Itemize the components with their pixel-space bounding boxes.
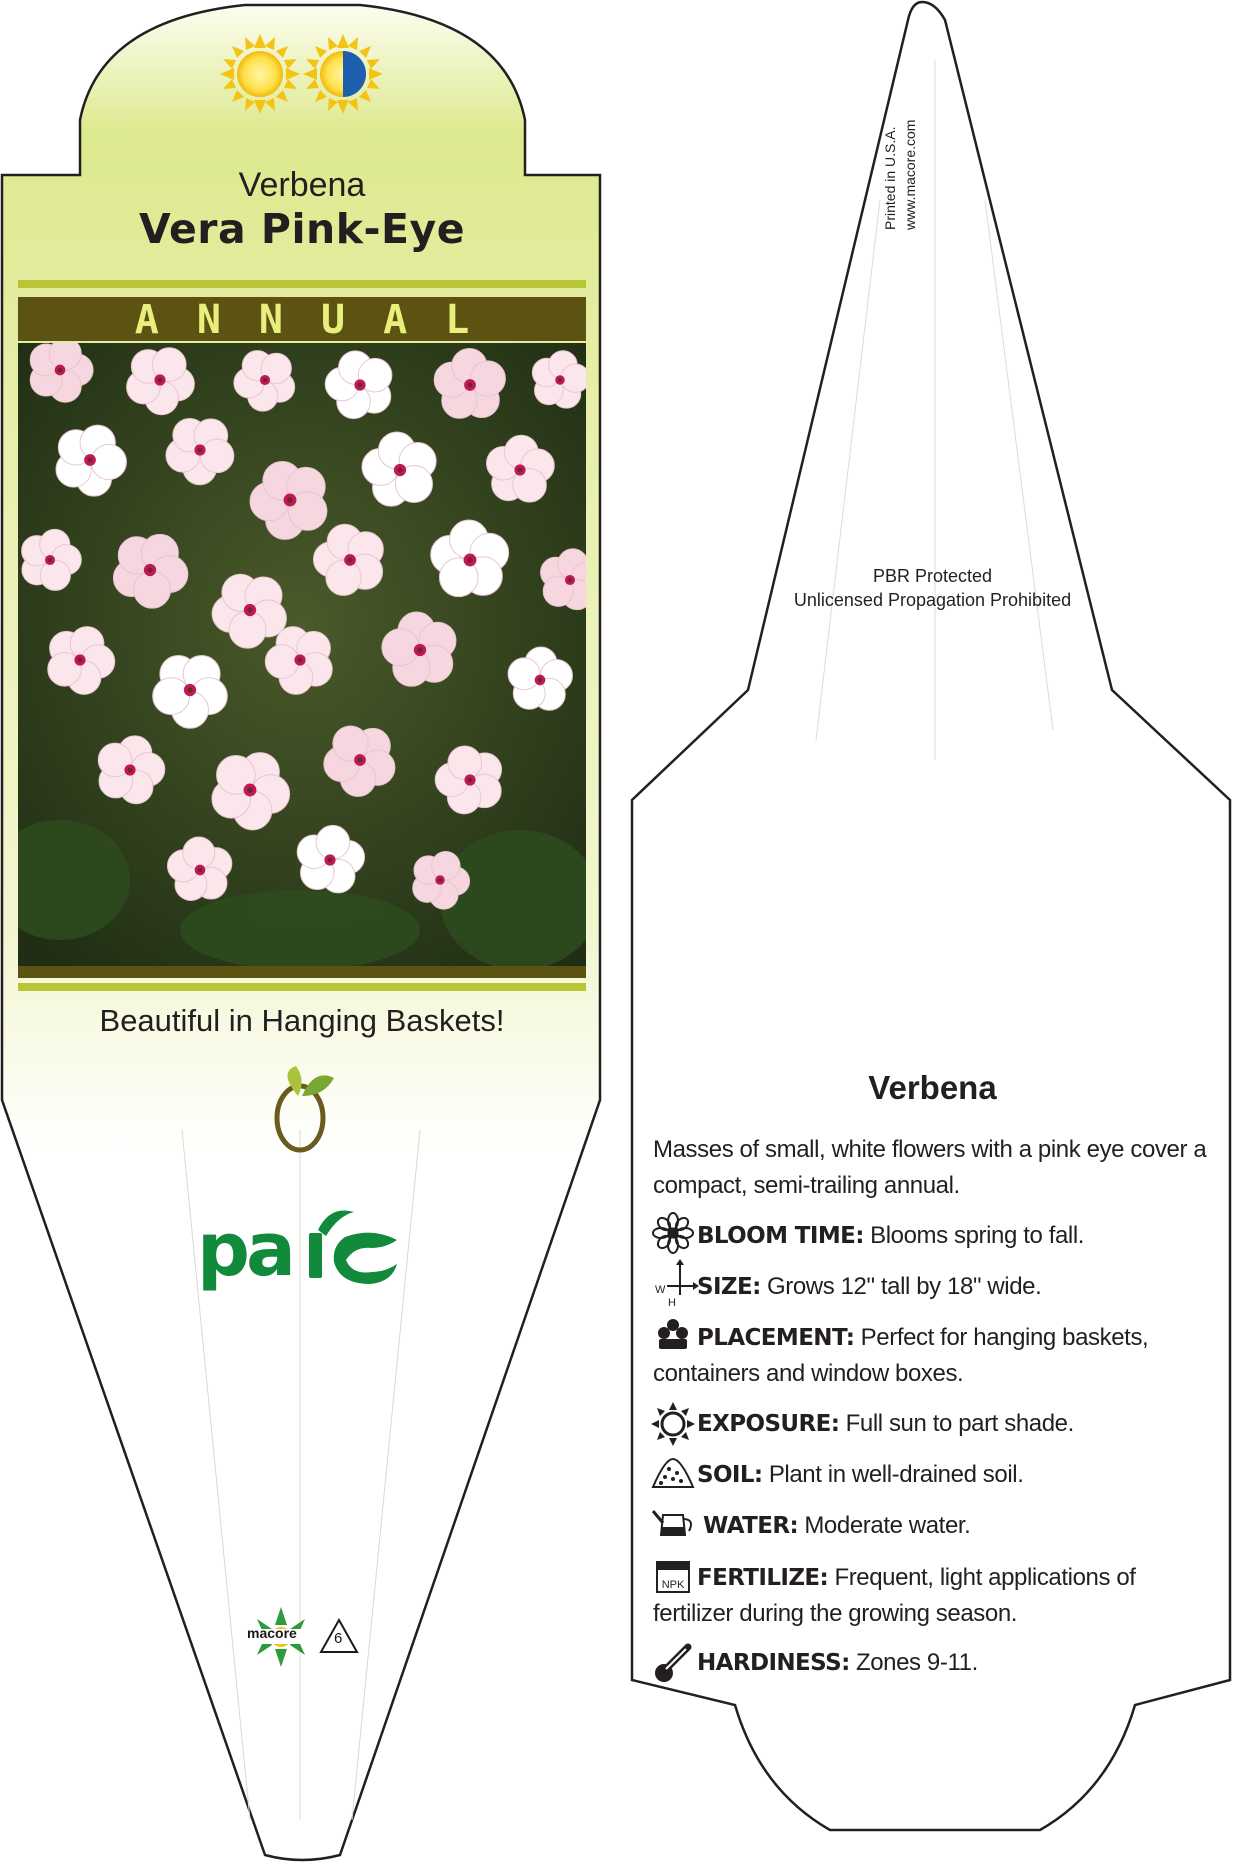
full-sun-icon <box>220 34 300 114</box>
care-label: HARDINESS: <box>697 1650 850 1676</box>
bottom-band <box>18 966 586 978</box>
care-label: SIZE: <box>697 1274 761 1300</box>
care-soil <box>653 1457 1218 1493</box>
care-text: Zones 9-11. <box>855 1649 978 1676</box>
care-label: WATER: <box>703 1513 799 1539</box>
printed-line-2: www.macore.com <box>902 119 918 230</box>
care-label: SOIL: <box>697 1462 763 1488</box>
top-stripe <box>18 280 586 288</box>
pbr-line-1: PBR Protected <box>872 566 993 586</box>
front-tagline: Beautiful in Hanging Baskets! <box>99 1003 505 1038</box>
bottom-stripe <box>18 983 586 991</box>
front-genus-title: Verbena <box>238 166 366 204</box>
size-w-letter: W <box>655 1284 666 1296</box>
care-size <box>653 1269 1218 1305</box>
care-water <box>653 1508 1218 1544</box>
back-description: Masses of small, white flowers with a pink eye cover a compact, semi-trailing annual. <box>653 1136 1207 1199</box>
back-tag-outline <box>632 2 1230 1830</box>
printed-in-notice <box>880 0 960 230</box>
care-bloom-time <box>653 1218 1218 1254</box>
npk-text: NPK <box>661 1579 685 1591</box>
care-label: EXPOSURE: <box>697 1411 840 1437</box>
care-label: PLACEMENT: <box>697 1325 855 1351</box>
care-text: Grows 12" tall by 18" wide. <box>767 1273 1042 1300</box>
category-label: ANNUAL <box>134 297 508 343</box>
care-exposure <box>653 1406 1218 1442</box>
size-h-letter: H <box>668 1297 676 1309</box>
care-text: Plant in well-drained soil. <box>768 1461 1024 1488</box>
care-placement <box>653 1320 1218 1392</box>
care-text: Frequent, light applications of fertilizer during the growing season. <box>653 1564 1136 1627</box>
care-fertilize <box>653 1560 1218 1632</box>
front-variety-title: Vera Pink-Eye <box>138 205 466 253</box>
care-hardiness <box>653 1645 1218 1681</box>
care-label: BLOOM TIME: <box>697 1223 864 1249</box>
part-shade-icon <box>303 34 383 114</box>
printed-line-1: Printed in U.S.A. <box>882 126 898 230</box>
pbr-notice <box>700 564 1165 612</box>
care-text: Full sun to part shade. <box>845 1410 1074 1437</box>
macore-logo-text: macore <box>247 1625 297 1641</box>
care-label: FERTILIZE: <box>697 1565 829 1591</box>
brand-logo-text: pa <box>197 1207 292 1293</box>
care-text: Blooms spring to fall. <box>870 1222 1085 1249</box>
care-text: Perfect for hanging baskets, containers and window boxes. <box>653 1324 1149 1387</box>
pbr-line-2: Unlicensed Propagation Prohibited <box>793 590 1072 610</box>
care-text: Moderate water. <box>804 1512 971 1539</box>
recycle-number: 6 <box>334 1630 343 1647</box>
back-title: Verbena <box>868 1069 997 1106</box>
